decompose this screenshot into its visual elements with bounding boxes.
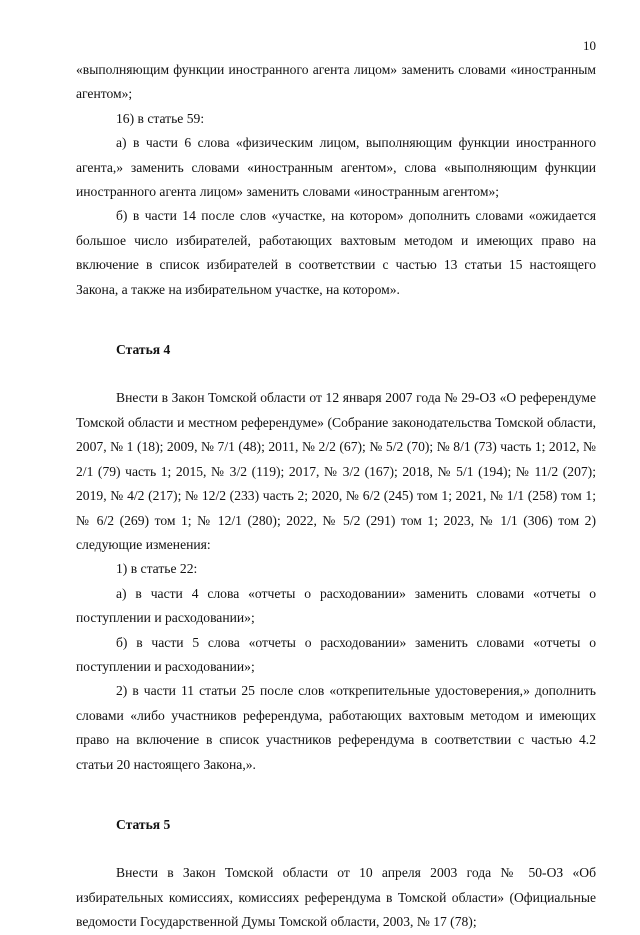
paragraph: 1) в статье 22: [116, 561, 198, 577]
paragraph: б) в части 14 после слов «участке, на котором» дополнить словами «ожидается большое число избирателей, работающих вахтовым методом и имеющих право на включение в список избирателей в соответствии с частью 13 статьи 15 настоящего Закона, а также на избирательном участке, на котором». [76, 208, 596, 297]
spacer [76, 302, 596, 338]
paragraph: а) в части 4 слова «отчеты о расходовании» заменить словами «отчеты о поступлении и расходовании»; [76, 585, 596, 626]
paragraph: 2) в части 11 статьи 25 после слов «открепительные удостоверения,» дополнить словами «либо участников референдума, работающих вахтовым методом и имеющих право на включение в список участников референдума в соответствии с частью 4.2 статьи 20 настоящего Закона,». [76, 683, 596, 772]
page-number: 10 [583, 38, 596, 53]
spacer [76, 362, 596, 386]
paragraph: б) в части 5 слова «отчеты о расходовании» заменить словами «отчеты о поступлении и расходовании»; [76, 634, 596, 674]
document-body [76, 58, 596, 935]
article-5-heading: Статья 5 [116, 816, 171, 832]
spacer [76, 777, 596, 813]
spacer [76, 837, 596, 861]
paragraph: «выполняющим функции иностранного агента лицом» заменить словами «иностранным агентом»; [76, 62, 596, 102]
paragraph: Внести в Закон Томской области от 10 апреля 2003 года № 50-ОЗ «Об избирательных комиссиях, комиссиях референдума в Томской области» (Официальные ведомости Государственной Думы Томской области, 2003, № 17 (78); [76, 865, 596, 930]
paragraph: а) в части 6 слова «физическим лицом, выполняющим функции иностранного агента,» заменить словами «иностранным агентом», слова «выполняющим функции иностранного агента лицом» заменить словами «иностранным агентом»; [76, 135, 596, 200]
paragraph: 16) в статье 59: [116, 110, 205, 126]
article-4-heading: Статья 4 [116, 342, 171, 358]
paragraph: Внести в Закон Томской области от 12 января 2007 года № 29-ОЗ «О референдуме Томской области и местном референдуме» (Собрание законодательства Томской области, 2007, № 1 (18); 2009, № 7/1 (48); 2011, № 2/2 (67); № 5/2 (70); № 8/1 (73) часть 1; 2012, № 2/1 (79) часть 1; 2015, № 3/2 (119); 2017, № 3/2 (167); 2018, № 5/1 (194); № 11/2 (207); 2019, № 4/2 (217); № 12/2 (233) часть 2; 2020, № 6/2 (245) том 1; 2021, № 1/1 (258) том 1; № 6/2 (269) том 1; № 12/1 (280); 2022, № 5/2 (291) том 1; 2023, № 1/1 (306) том 2) следующие изменения: [76, 390, 596, 552]
